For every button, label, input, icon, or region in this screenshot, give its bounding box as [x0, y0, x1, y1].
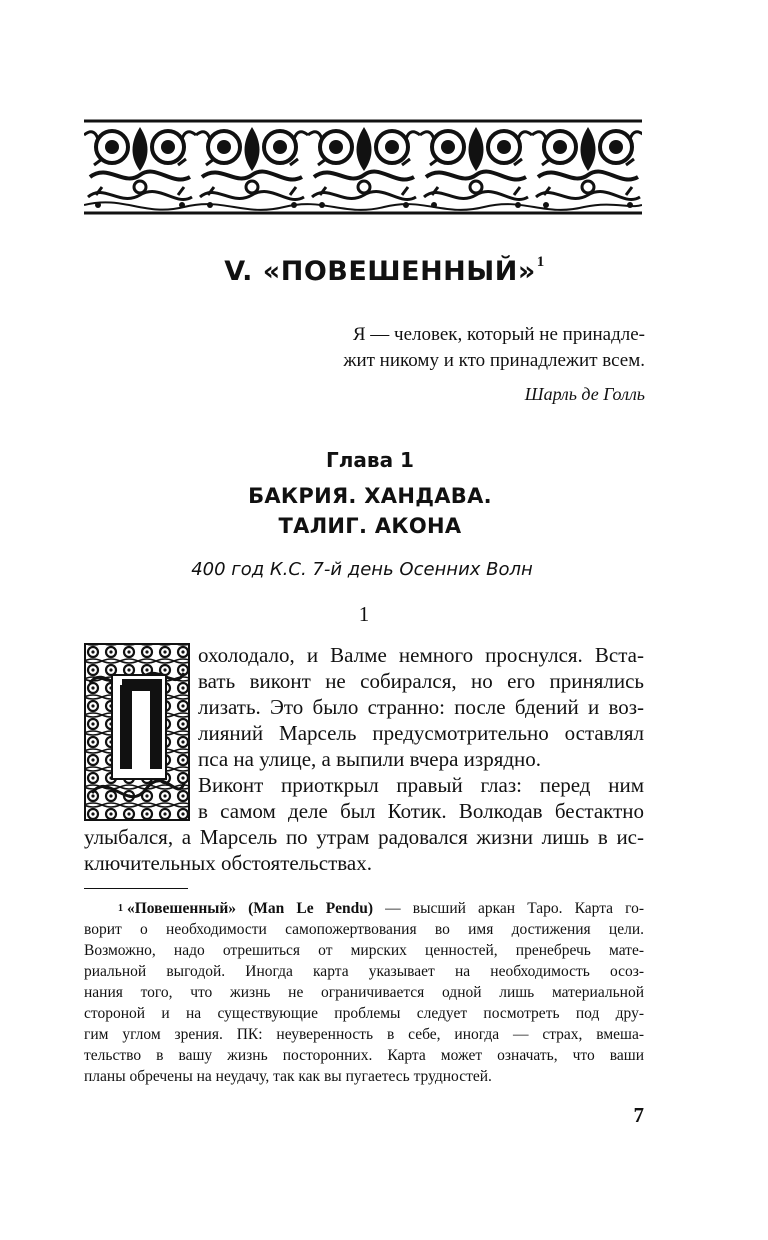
footnote-line: ворит о необходимости самопожертвования во имя достижения цели.	[84, 921, 644, 938]
body-line: вать виконт не собирался, но его принялись	[198, 669, 644, 693]
part-title-footnote-mark[interactable]: 1	[536, 254, 545, 270]
body-line: улыбался, а Марсель по утрам радовался жизни лишь в ис-	[84, 825, 644, 849]
ornamental-header-band	[84, 117, 642, 217]
chapter-label: Глава 1	[326, 448, 414, 472]
body-line: охолодало, и Валме немного проснулся. Вста-	[198, 643, 644, 667]
footnote-line: Возможно, надо отрешиться от мирских ценностей, пренебречь мате-	[84, 942, 644, 959]
part-title-text: V. «ПОВЕШЕННЫЙ»	[224, 256, 536, 287]
body-line: Виконт приоткрыл правый глаз: перед ним	[198, 773, 644, 797]
drop-cap-initial	[84, 643, 190, 821]
chapter-title-line-2: ТАЛИГ. АКОНА	[278, 514, 462, 538]
footnote-line	[118, 898, 644, 919]
epigraph	[330, 322, 645, 407]
footnote-line: гим углом зрения. ПК: неуверенность в себе, иногда — страх, вмеша-	[84, 1026, 644, 1043]
part-title	[0, 256, 768, 287]
epigraph-line: жит никому и кто принадлежит всем.	[343, 350, 645, 371]
body-line: лизать. Это было странно: после бдений и воз-	[198, 695, 644, 719]
footnote-line: риальной выгодой. Иногда карта указывает на необходимость осоз-	[84, 963, 644, 980]
footnote-mark: 1	[118, 903, 123, 914]
body-line: ключительных обстоятельствах.	[84, 851, 372, 875]
page-number: 7	[633, 1103, 644, 1127]
body-line: лияний Марсель предусмотрительно оставлял	[198, 721, 644, 745]
body-line: в самом деле был Котик. Волкодав бестактно	[198, 799, 644, 823]
section-number: 1	[358, 602, 370, 626]
footnote-separator	[84, 888, 188, 889]
footnote-line: нания того, что жизнь не ограничивается одной лишь материальной	[84, 984, 644, 1001]
footnote-line: планы обречены на неудачу, так как вы пугаетесь трудностей.	[84, 1068, 492, 1085]
footnote-term: «Повешенный» (Man Le Pendu)	[127, 900, 374, 917]
epigraph-author: Шарль де Голль	[524, 384, 645, 404]
footnote-line: тельство в вашу жизнь посторонних. Карта может означать, что ваши	[84, 1047, 644, 1064]
footnote-line: стороной и на существующие проблемы следует посмотреть под дру-	[84, 1005, 644, 1022]
body-line: пса на улице, а выпили вчера изрядно.	[198, 747, 542, 771]
footnote-text: — высший аркан Таро. Карта го-	[373, 900, 645, 917]
chapter-dateline: 400 год К.С. 7-й день Осенних Волн	[191, 559, 533, 580]
epigraph-line: Я — человек, который не принадле-	[352, 324, 645, 345]
chapter-title-line-1: БАКРИЯ. ХАНДАВА.	[248, 484, 492, 508]
